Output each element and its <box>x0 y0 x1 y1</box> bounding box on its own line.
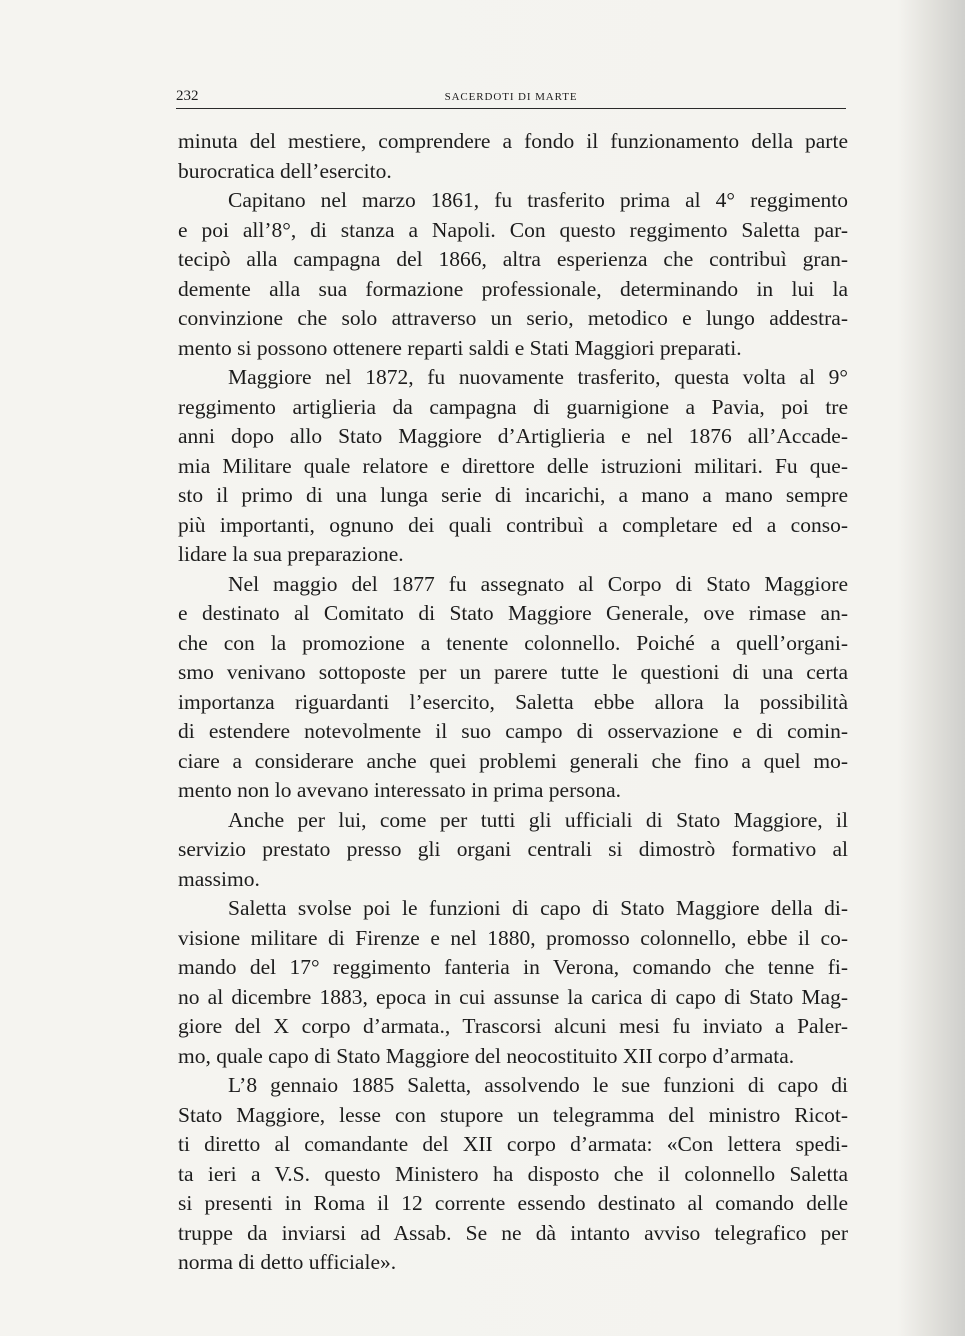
paragraph <box>178 363 848 570</box>
text-line: ciare a considerare anche quei problemi generali che fino a quel mo- <box>178 748 848 773</box>
text-line: mia Militare quale relatore e direttore delle istruzioni militari. Fu que- <box>178 453 848 478</box>
text-line: smo venivano sottoposte per un parere tutte le questioni di una certa <box>178 660 848 684</box>
text-line: ta ieri a V.S. questo Ministero ha disposto che il colonnello Saletta <box>178 1161 848 1186</box>
text-line: Capitano nel marzo 1861, fu trasferito prima al 4° reggimento <box>228 188 848 212</box>
text-line: anni dopo allo Stato Maggiore d’Artiglieria e nel 1876 all’Accade- <box>178 424 848 448</box>
text-line: visione militare di Firenze e nel 1880, promosso colonnello, ebbe il co- <box>178 925 848 950</box>
text-line: servizio prestato presso gli organi centrali si dimostrò formativo al <box>178 837 848 861</box>
text-line: Nel maggio del 1877 fu assegnato al Corpo di Stato Maggiore <box>228 571 848 596</box>
text-line: mento non lo avevano interessato in prima persona. <box>178 778 622 802</box>
text-line: reggimento artiglieria da campagna di guarnigione a Pavia, poi tre <box>178 394 848 419</box>
text-line: Anche per lui, come per tutti gli ufficiali di Stato Maggiore, il <box>228 807 848 832</box>
text-line: Stato Maggiore, lesse con stupore un telegramma del ministro Ricot- <box>178 1102 848 1127</box>
text-line: mando del 17° reggimento fanteria in Verona, comando che tenne fi- <box>178 955 848 979</box>
text-line: norma di detto ufficiale». <box>178 1250 397 1274</box>
text-line: di estendere notevolmente il suo campo di osservazione e di comin- <box>178 719 848 743</box>
text-line: massimo. <box>178 866 260 891</box>
running-head <box>176 86 846 109</box>
text-line: no al dicembre 1883, epoca in cui assunse la carica di capo di Stato Mag- <box>178 984 848 1009</box>
paragraph <box>178 894 848 1071</box>
text-line: burocratica dell’esercito. <box>178 158 392 183</box>
text-line: mo, quale capo di Stato Maggiore del neocostituito XII corpo d’armata. <box>178 1043 795 1068</box>
text-line: e poi all’8°, di stanza a Napoli. Con questo reggimento Saletta par- <box>178 217 848 242</box>
text-line: demente alla sua formazione professionale, determinando in lui la <box>178 276 848 301</box>
text-line: L’8 gennaio 1885 Saletta, assolvendo le sue funzioni di capo di <box>228 1073 848 1097</box>
text-line: sto il primo di una lunga serie di incarichi, a mano a mano sempre <box>178 483 848 507</box>
text-line: mento si possono ottenere reparti saldi e Stati Maggiori preparati. <box>178 335 742 360</box>
running-title: SACERDOTI DI MARTE <box>444 91 578 103</box>
text-line: giore del X corpo d’armata., Trascorsi alcuni mesi fu inviato a Paler- <box>178 1014 848 1038</box>
text-line: tecipò alla campagna del 1866, altra esperienza che contribuì gran- <box>178 247 848 271</box>
page-number: 232 <box>176 88 199 104</box>
paragraph <box>178 570 848 806</box>
paragraph <box>178 127 848 186</box>
text-line: Maggiore nel 1872, fu nuovamente trasferito, questa volta al 9° <box>228 365 848 389</box>
text-line: lidare la sua preparazione. <box>178 542 404 566</box>
text-line: Saletta svolse poi le funzioni di capo di Stato Maggiore della di- <box>228 896 848 920</box>
text-line: che con la promozione a tenente colonnello. Poiché a quell’organi- <box>178 630 848 655</box>
paragraph <box>178 806 848 895</box>
text-line: si presenti in Roma il 12 corrente essendo destinato al comando delle <box>178 1191 848 1215</box>
body-text <box>178 127 848 1278</box>
text-line: più importanti, ognuno dei quali contribuì a completare ed a conso- <box>178 512 848 537</box>
text-line: e destinato al Comitato di Stato Maggiore Generale, ove rimase an- <box>178 601 848 625</box>
text-line: minuta del mestiere, comprendere a fondo il funzionamento della parte <box>178 129 848 153</box>
text-line: truppe da inviarsi ad Assab. Se ne dà intanto avviso telegrafico per <box>178 1220 848 1245</box>
paragraph <box>178 1071 848 1278</box>
text-line: ti diretto al comandante del XII corpo d’armata: «Con lettera spedi- <box>178 1132 848 1156</box>
text-line: convinzione che solo attraverso un serio, metodico e lungo addestra- <box>178 306 848 330</box>
paragraph <box>178 186 848 363</box>
text-line: importanza riguardanti l’esercito, Saletta ebbe allora la possibilità <box>178 689 848 714</box>
